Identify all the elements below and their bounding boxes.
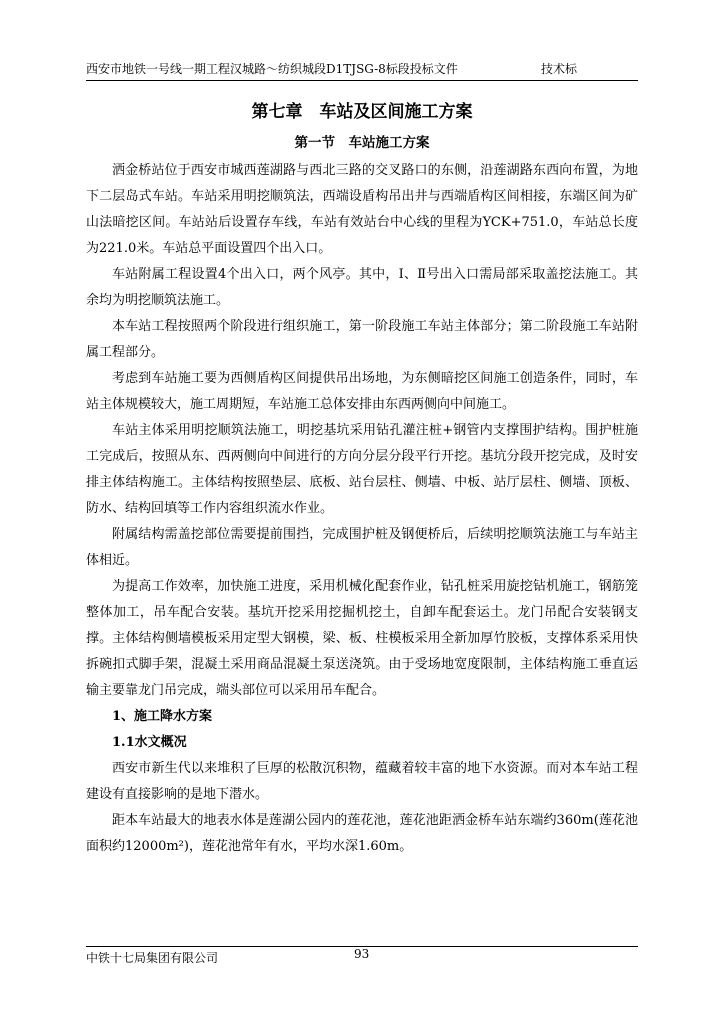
paragraph: 附属结构需盖挖部位需要提前围挡，完成围护桩及钢便桥后，后续明挖顺筑法施工与车站主体相近。 — [86, 527, 638, 568]
page-number: 93 — [354, 947, 370, 961]
paragraph: 考虑到车站施工要为西侧盾构区间提供吊出场地，为东侧暗挖区间施工创造条件，同时，车站主体规模较大，施工周期短，车站施工总体安排由东西两侧向中间施工。 — [86, 371, 638, 412]
subheading: 1、施工降水方案 — [112, 709, 213, 724]
paragraph: 本车站工程按照两个阶段进行组织施工，第一阶段施工车站主体部分；第二阶段施工车站附属工程部分。 — [86, 319, 638, 360]
header-document-type: 技术标 — [541, 62, 578, 76]
chapter-title: 第七章 车站及区间施工方案 — [251, 102, 473, 122]
paragraph: 为提高工作效率，加快施工进度，采用机械化配套作业，钻孔桩采用旋挖钻机施工，钢筋笼整体加工，吊车配合安装。基坑开挖采用挖掘机挖土，自卸车配套运土。龙门吊配合安装钢支撑。主体结构侧墙模板采用定型大钢模，梁、板、柱模板采用全新加厚竹胶板，支撑体系采用快拆碗扣式脚手架，混凝土采用商品混凝土泵送浇筑。由于受场地宽度限制，主体结构施工垂直运输主要靠龙门吊完成，端头部位可以采用吊车配合。 — [86, 579, 638, 698]
paragraph: 洒金桥站位于西安市城西莲湖路与西北三路的交叉路口的东侧，沿莲湖路东西向布置，为地下二层岛式车站。车站采用明挖顺筑法，西端设盾构吊出井与西端盾构区间相接，东端区间为矿山法暗挖区间。车站站后设置存车线，车站有效站台中心线的里程为YCK+751.0，车站总长度为221.0米。车站总平面设置四个出入口。 — [86, 163, 638, 256]
header-document-title: 西安市地铁一号线一期工程汉城路～纺织城段D1TJSG-8标段投标文件 — [86, 62, 458, 76]
paragraph: 车站附属工程设置4个出入口，两个风亭。其中，Ⅰ、Ⅱ号出入口需局部采取盖挖法施工。其余均为明挖顺筑法施工。 — [86, 267, 638, 308]
paragraph: 距本车站最大的地表水体是莲湖公园内的莲花池，莲花池距洒金桥车站东端约360m(莲花池面积约12000m²)，莲花池常年有水，平均水深1.60m。 — [86, 813, 638, 854]
subheading: 1.1水文概况 — [112, 735, 187, 750]
section-title: 第一节 车站施工方案 — [294, 135, 430, 151]
paragraph: 西安市新生代以来堆积了巨厚的松散沉积物，蕴藏着较丰富的地下水资源。而对本车站工程建设有直接影响的是地下潜水。 — [86, 761, 638, 802]
page-body — [86, 98, 638, 860]
page-footer — [86, 946, 638, 967]
page-header — [86, 60, 638, 81]
paragraph: 车站主体采用明挖顺筑法施工，明挖基坑采用钻孔灌注桩+钢管内支撑围护结构。围护桩施工完成后，按照从东、西两侧向中间进行的方向分层分段平行开挖。基坑分段开挖完成，及时安排主体结构施工。主体结构按照垫层、底板、站台层柱、侧墙、中板、站厅层柱、侧墙、顶板、防水、结构回填等工作内容组织流水作业。 — [86, 423, 638, 516]
footer-company: 中铁十七局集团有限公司 — [86, 951, 219, 965]
